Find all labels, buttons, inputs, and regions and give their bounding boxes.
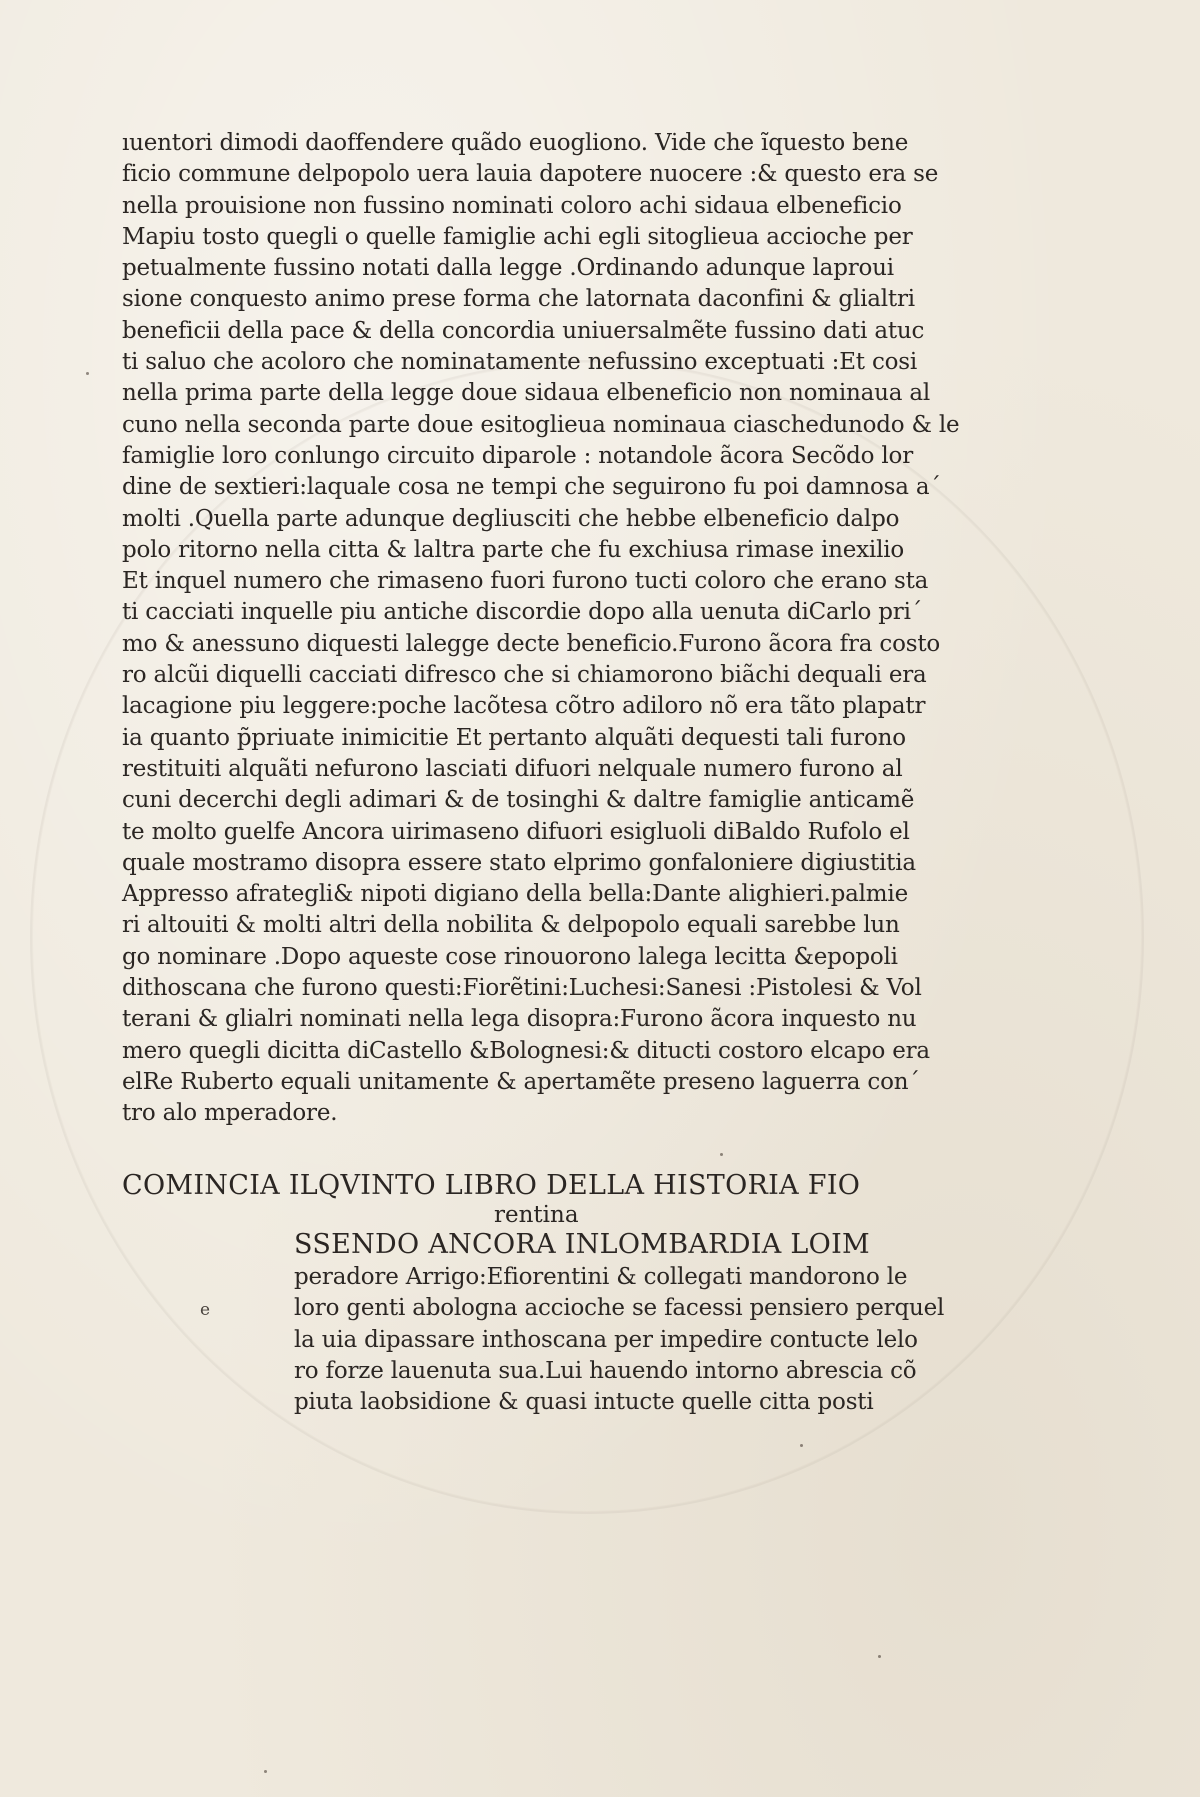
text-line: petualmente fussino notati dalla legge .Ordinando adunque laproui [122, 255, 894, 282]
text-line: quale mostramo disopra essere stato elprimo gonfaloniere digiustitia [122, 849, 916, 876]
text-line: polo ritorno nella citta & laltra parte che fu exchiusa rimase inexilio [122, 536, 905, 563]
text-line: tro alo mperadore. [122, 1100, 338, 1127]
text-line: ti saluo che acoloro che nominatamente nefussino exceptuati :Et cosi [122, 349, 918, 376]
ink-speck [264, 1770, 267, 1773]
text-line: ficio commune delpopolo uera lauia dapotere nuocere :& questo era se [122, 161, 939, 188]
text-line: nella prouisione non fussino nominati coloro achi sidaua elbeneficio [122, 192, 902, 219]
text-line: ıuentori dimodi daoffendere quãdo euogliono. Vide che ĩquesto bene [122, 130, 909, 156]
ink-speck [878, 1655, 881, 1658]
text-line: nella prima parte della legge doue sidaua elbeneficio non nominaua al [122, 380, 931, 407]
chapter-first-line: SSENDO ANCORA INLOMBARDIA LOIM [294, 1229, 870, 1260]
text-line: restituiti alquãti nefurono lasciati difuori nelquale numero furono al [122, 755, 903, 782]
text-line: cuno nella seconda parte doue esitoglieua nominaua ciaschedunodo & le [122, 411, 960, 438]
text-line: terani & glialri nominati nella lega disopra:Furono ãcora inquesto nu [122, 1006, 917, 1033]
text-line: Mapiu tosto quegli o quelle famiglie achi egli sitoglieua accioche per [122, 223, 913, 250]
text-line: go nominare .Dopo aqueste cose rinouorono lalega lecitta &epopoli [122, 943, 898, 970]
ink-speck [800, 1444, 803, 1447]
chapter-line: la uia dipassare inthoscana per impedire contucte lelo [294, 1326, 918, 1353]
text-line: beneficii della pace & della concordia uniuersalmẽte fussino dati atuc [122, 317, 925, 344]
heading-title: COMINCIA ILQVINTO LIBRO DELLA HISTORIA FIO [122, 1170, 861, 1201]
ink-speck [720, 1153, 723, 1156]
text-line: ri altouiti & molti altri della nobilita & delpopolo equali sarebbe lun [122, 912, 900, 939]
text-line: sione conquesto animo prese forma che latornata daconfini & glialtri [122, 286, 915, 313]
heading-continuation: rentina [494, 1202, 579, 1228]
text-line: lacagione piu leggere:poche lacõtesa cõtro adiloro nõ era tãto plapatr [122, 693, 926, 720]
text-line: famiglie loro conlungo circuito diparole : notandole ãcora Secõdo lor [122, 442, 913, 469]
ink-speck [86, 372, 89, 375]
book-heading [122, 1170, 902, 1228]
text-line: Et inquel numero che rimaseno fuori furono tucti coloro che erano sta [122, 568, 929, 595]
chapter-line: piuta laobsidione & quasi intucte quelle citta posti [294, 1389, 874, 1416]
main-text-block [122, 128, 960, 1130]
text-line: ti cacciati inquelle piu antiche discordie dopo alla uenuta diCarlo pri´ [122, 599, 923, 626]
text-line: te molto guelfe Ancora uirimaseno difuori esigluoli diBaldo Rufolo el [122, 818, 910, 845]
text-line: ia quanto p̃priuate inimicitie Et pertanto alquãti dequesti tali furono [122, 724, 906, 751]
text-line: Appresso afrategli& nipoti digiano della bella:Dante alighieri.palmie [122, 881, 908, 908]
chapter-line: ro forze lauenuta sua.Lui hauendo intorno abrescia cõ [294, 1357, 917, 1384]
text-line: cuni decerchi degli adimari & de tosinghi & daltre famiglie anticamẽ [122, 787, 915, 814]
guide-letter: e [200, 1300, 211, 1320]
chapter-line: loro genti abologna accioche se facessi pensiero perquel [294, 1295, 945, 1322]
text-line: elRe Ruberto equali unitamente & apertamẽte preseno laguerra con´ [122, 1068, 920, 1095]
text-line: dithoscana che furono questi:Fiorẽtini:Luchesi:Sanesi :Pistolesi & Vol [122, 975, 922, 1002]
chapter-line: peradore Arrigo:Efiorentini & collegati mandorono le [294, 1264, 908, 1290]
text-line: mero quegli dicitta diCastello &Bolognesi:& ditucti costoro elcapo era [122, 1037, 930, 1064]
text-line: molti .Quella parte adunque degliusciti che hebbe elbeneficio dalpo [122, 505, 900, 532]
chapter-opening [294, 1228, 945, 1418]
text-line: mo & anessuno diquesti lalegge decte beneficio.Furono ãcora fra costo [122, 630, 941, 657]
text-line: ro alcũi diquelli cacciati difresco che si chiamorono biãchi dequali era [122, 662, 927, 689]
text-line: dine de sextieri:laquale cosa ne tempi che seguirono fu poi damnosa a´ [122, 474, 941, 501]
